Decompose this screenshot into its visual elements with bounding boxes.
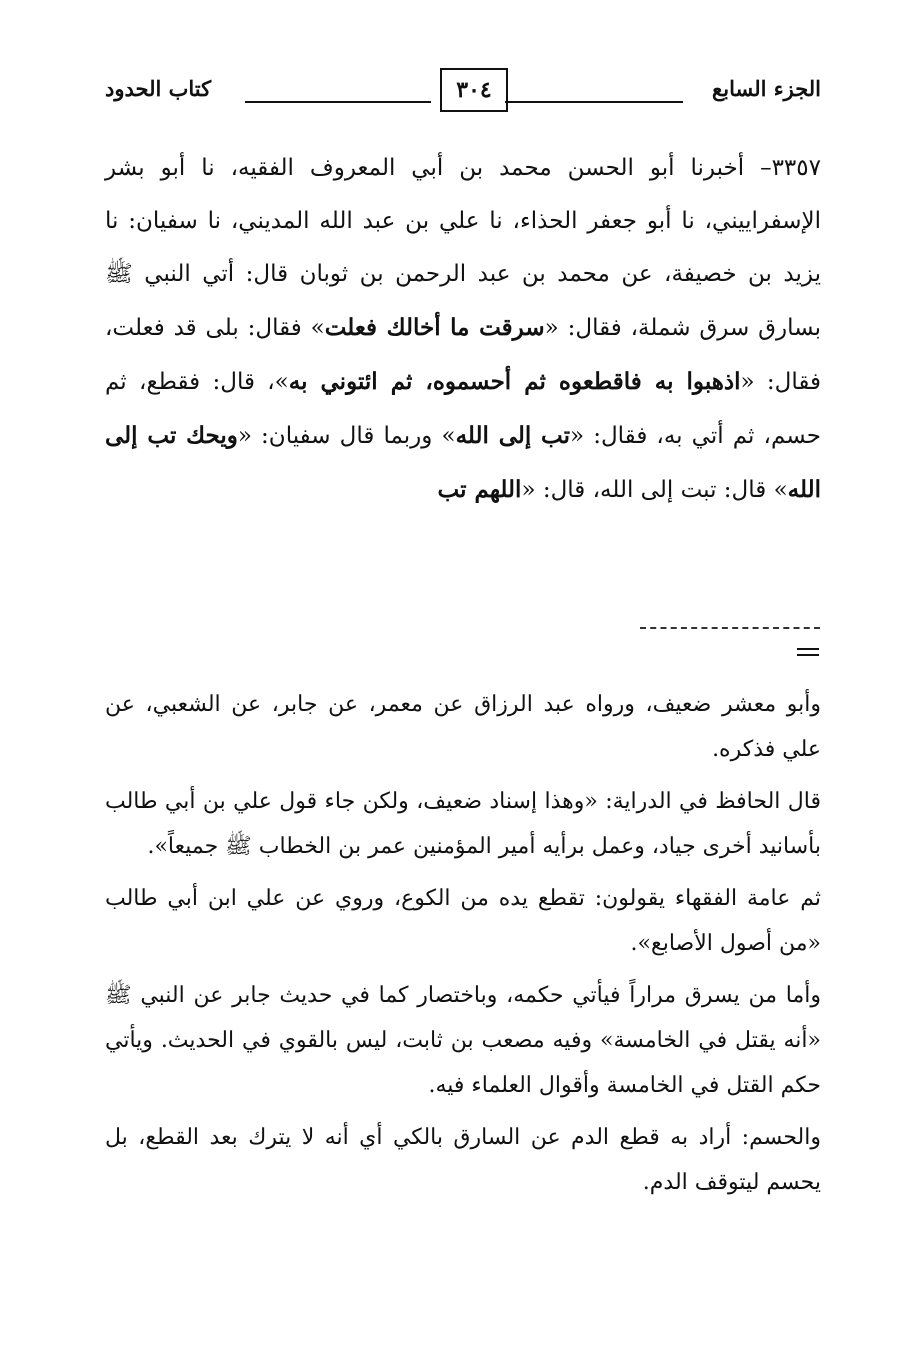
volume-label: الجزء السابع xyxy=(712,76,821,101)
footnote-paragraph: والحسم: أراد به قطع الدم عن السارق بالكي أي أنه لا يترك بعد القطع، بل يحسم ليتوقف الدم. xyxy=(105,1125,821,1195)
quote-bold-4: ويحك تب إلى الله xyxy=(105,422,821,503)
hadith-seg-3: »، قال: فقطع، ثم حسم، ثم أتي به، فقال: « xyxy=(105,369,821,449)
hadith-seg-2: » فقال: بلى قد فعلت، فقال: « xyxy=(105,315,822,395)
hadith-paragraph xyxy=(105,142,821,517)
page-number: ٣٠٤ xyxy=(440,68,508,112)
quote-bold-3: تب إلى الله xyxy=(455,422,571,449)
header-rule-right xyxy=(505,101,683,103)
hadith-seg-5: » قال: تبت إلى الله، قال: « xyxy=(521,477,788,503)
footnote-separator xyxy=(640,627,820,629)
book-title: كتاب الحدود xyxy=(105,76,212,101)
continuation-mark xyxy=(797,648,819,660)
hadith-seg-1: ٣٣٥٧– أخبرنا أبو الحسن محمد بن أبي المعروف الفقيه، نا أبو بشر الإسفراييني، نا أبو جعفر الحذاء، نا علي بن عبد الله المديني، نا سفيان: نا يزيد بن خصيفة، عن محمد بن عبد الرحمن بن ثوبان قال: أتي النبي ﷺ بسارق سرق شملة، فقال: « xyxy=(105,155,821,341)
footnote-paragraph: ثم عامة الفقهاء يقولون: تقطع يده من الكوع، وروي عن علي ابن أبي طالب «من أصول الأصابع». xyxy=(105,886,821,956)
running-header xyxy=(105,68,821,120)
footnote-paragraph: وأبو معشر ضعيف، ورواه عبد الرزاق عن معمر، عن جابر، عن الشعبي، عن علي فذكره. xyxy=(105,692,821,762)
quote-bold-2: اذهبوا به فاقطعوه ثم أحسموه، ثم ائتوني به xyxy=(288,368,741,395)
quote-bold-5: اللهم تب xyxy=(437,476,522,503)
hadith-text xyxy=(105,142,821,517)
footnotes xyxy=(105,682,821,1212)
footnote-paragraph: وأما من يسرق مراراً فيأتي حكمه، وباختصار كما في حديث جابر عن النبي ﷺ «أنه يقتل في الخامسة» وفيه مصعب بن ثابت، ليس بالقوي في الحديث. ويأتي حكم القتل في الخامسة وأقوال العلماء فيه. xyxy=(105,983,821,1098)
footnote-paragraph: قال الحافظ في الدراية: «وهذا إسناد ضعيف، ولكن جاء قول علي بن أبي طالب بأسانيد أخرى جياد، وعمل برأيه أمير المؤمنين عمر بن الخطاب ﷺ جميعاً». xyxy=(105,789,821,859)
hadith-seg-4: » وربما قال سفيان: « xyxy=(237,423,456,449)
header-rule-left xyxy=(245,101,431,103)
quote-bold-1: سرقت ما أخالك فعلت xyxy=(324,314,545,341)
